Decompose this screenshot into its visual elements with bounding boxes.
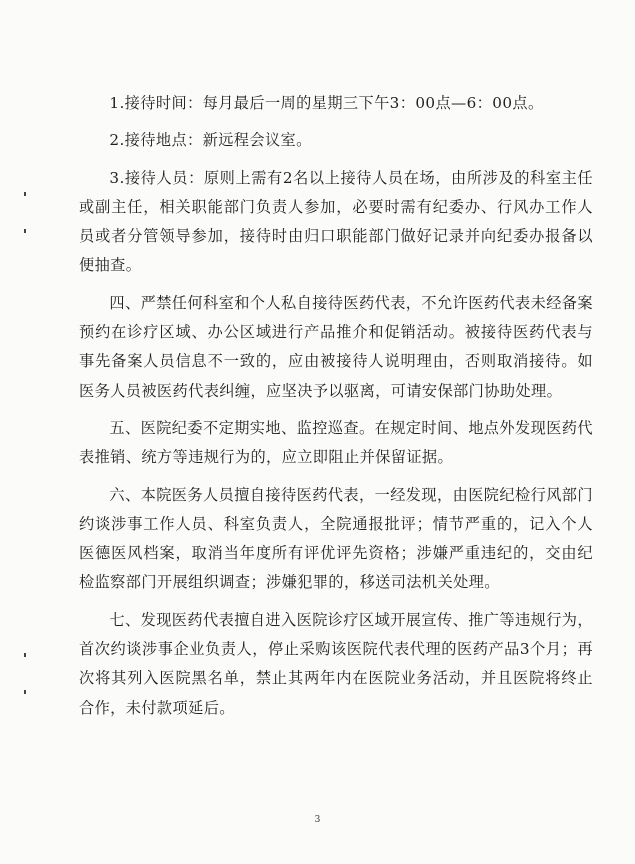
paragraph-reception-time: 1.接待时间：每月最后一周的星期三下午3：00点—6：00点。 — [109, 94, 544, 112]
paragraph-section-four: 四、严禁任何科室和个人私自接待医药代表，不允许医药代表未经备案预约在诊疗区域、办公区域进行产品推介和促销活动。被接待医药代表与事先备案人员信息不一致的，应由被接待人说明理由，否则取消接待。如医务人员被医药代表纠缠，应坚决予以驱离，可请安保部门协助处理。 — [79, 293, 593, 400]
binding-hole-mark — [24, 192, 26, 196]
paragraph-reception-staff: 3.接待人员：原则上需有2名以上接待人员在场，由所涉及的科室主任或副主任，相关职能部门负责人参加，必要时需有纪委办、行风办工作人员或者分管领导参加，接待时由归口职能部门做好记录并向纪委办报备以便抽查。 — [79, 168, 593, 275]
paragraph-section-seven: 七、发现医药代表擅自进入医院诊疗区域开展宣传、推广等违规行为，首次约谈涉事企业负责人，停止采购该医院代表代理的医药产品3个月；再次将其列入医院黑名单，禁止其两年内在医院业务活动，并且医院将终止合作，未付款项延后。 — [79, 610, 593, 717]
binding-hole-mark — [24, 653, 26, 657]
paragraph-section-five: 五、医院纪委不定期实地、监控巡查。在规定时间、地点外发现医药代表推销、统方等违规行为的，应立即阻止并保留证据。 — [79, 418, 593, 467]
binding-hole-mark — [24, 229, 26, 233]
page-number: 3 — [314, 815, 321, 825]
binding-hole-mark — [24, 690, 26, 694]
paragraph-section-six: 六、本院医务人员擅自接待医药代表，一经发现，由医院纪检行风部门约谈涉事工作人员、科室负责人，全院通报批评；情节严重的，记入个人医德医风档案，取消当年度所有评优评先资格；涉嫌严重违纪的，交由纪检监察部门开展组织调查；涉嫌犯罪的，移送司法机关处理。 — [79, 485, 593, 592]
paragraph-reception-location: 2.接待地点：新远程会议室。 — [109, 131, 312, 150]
